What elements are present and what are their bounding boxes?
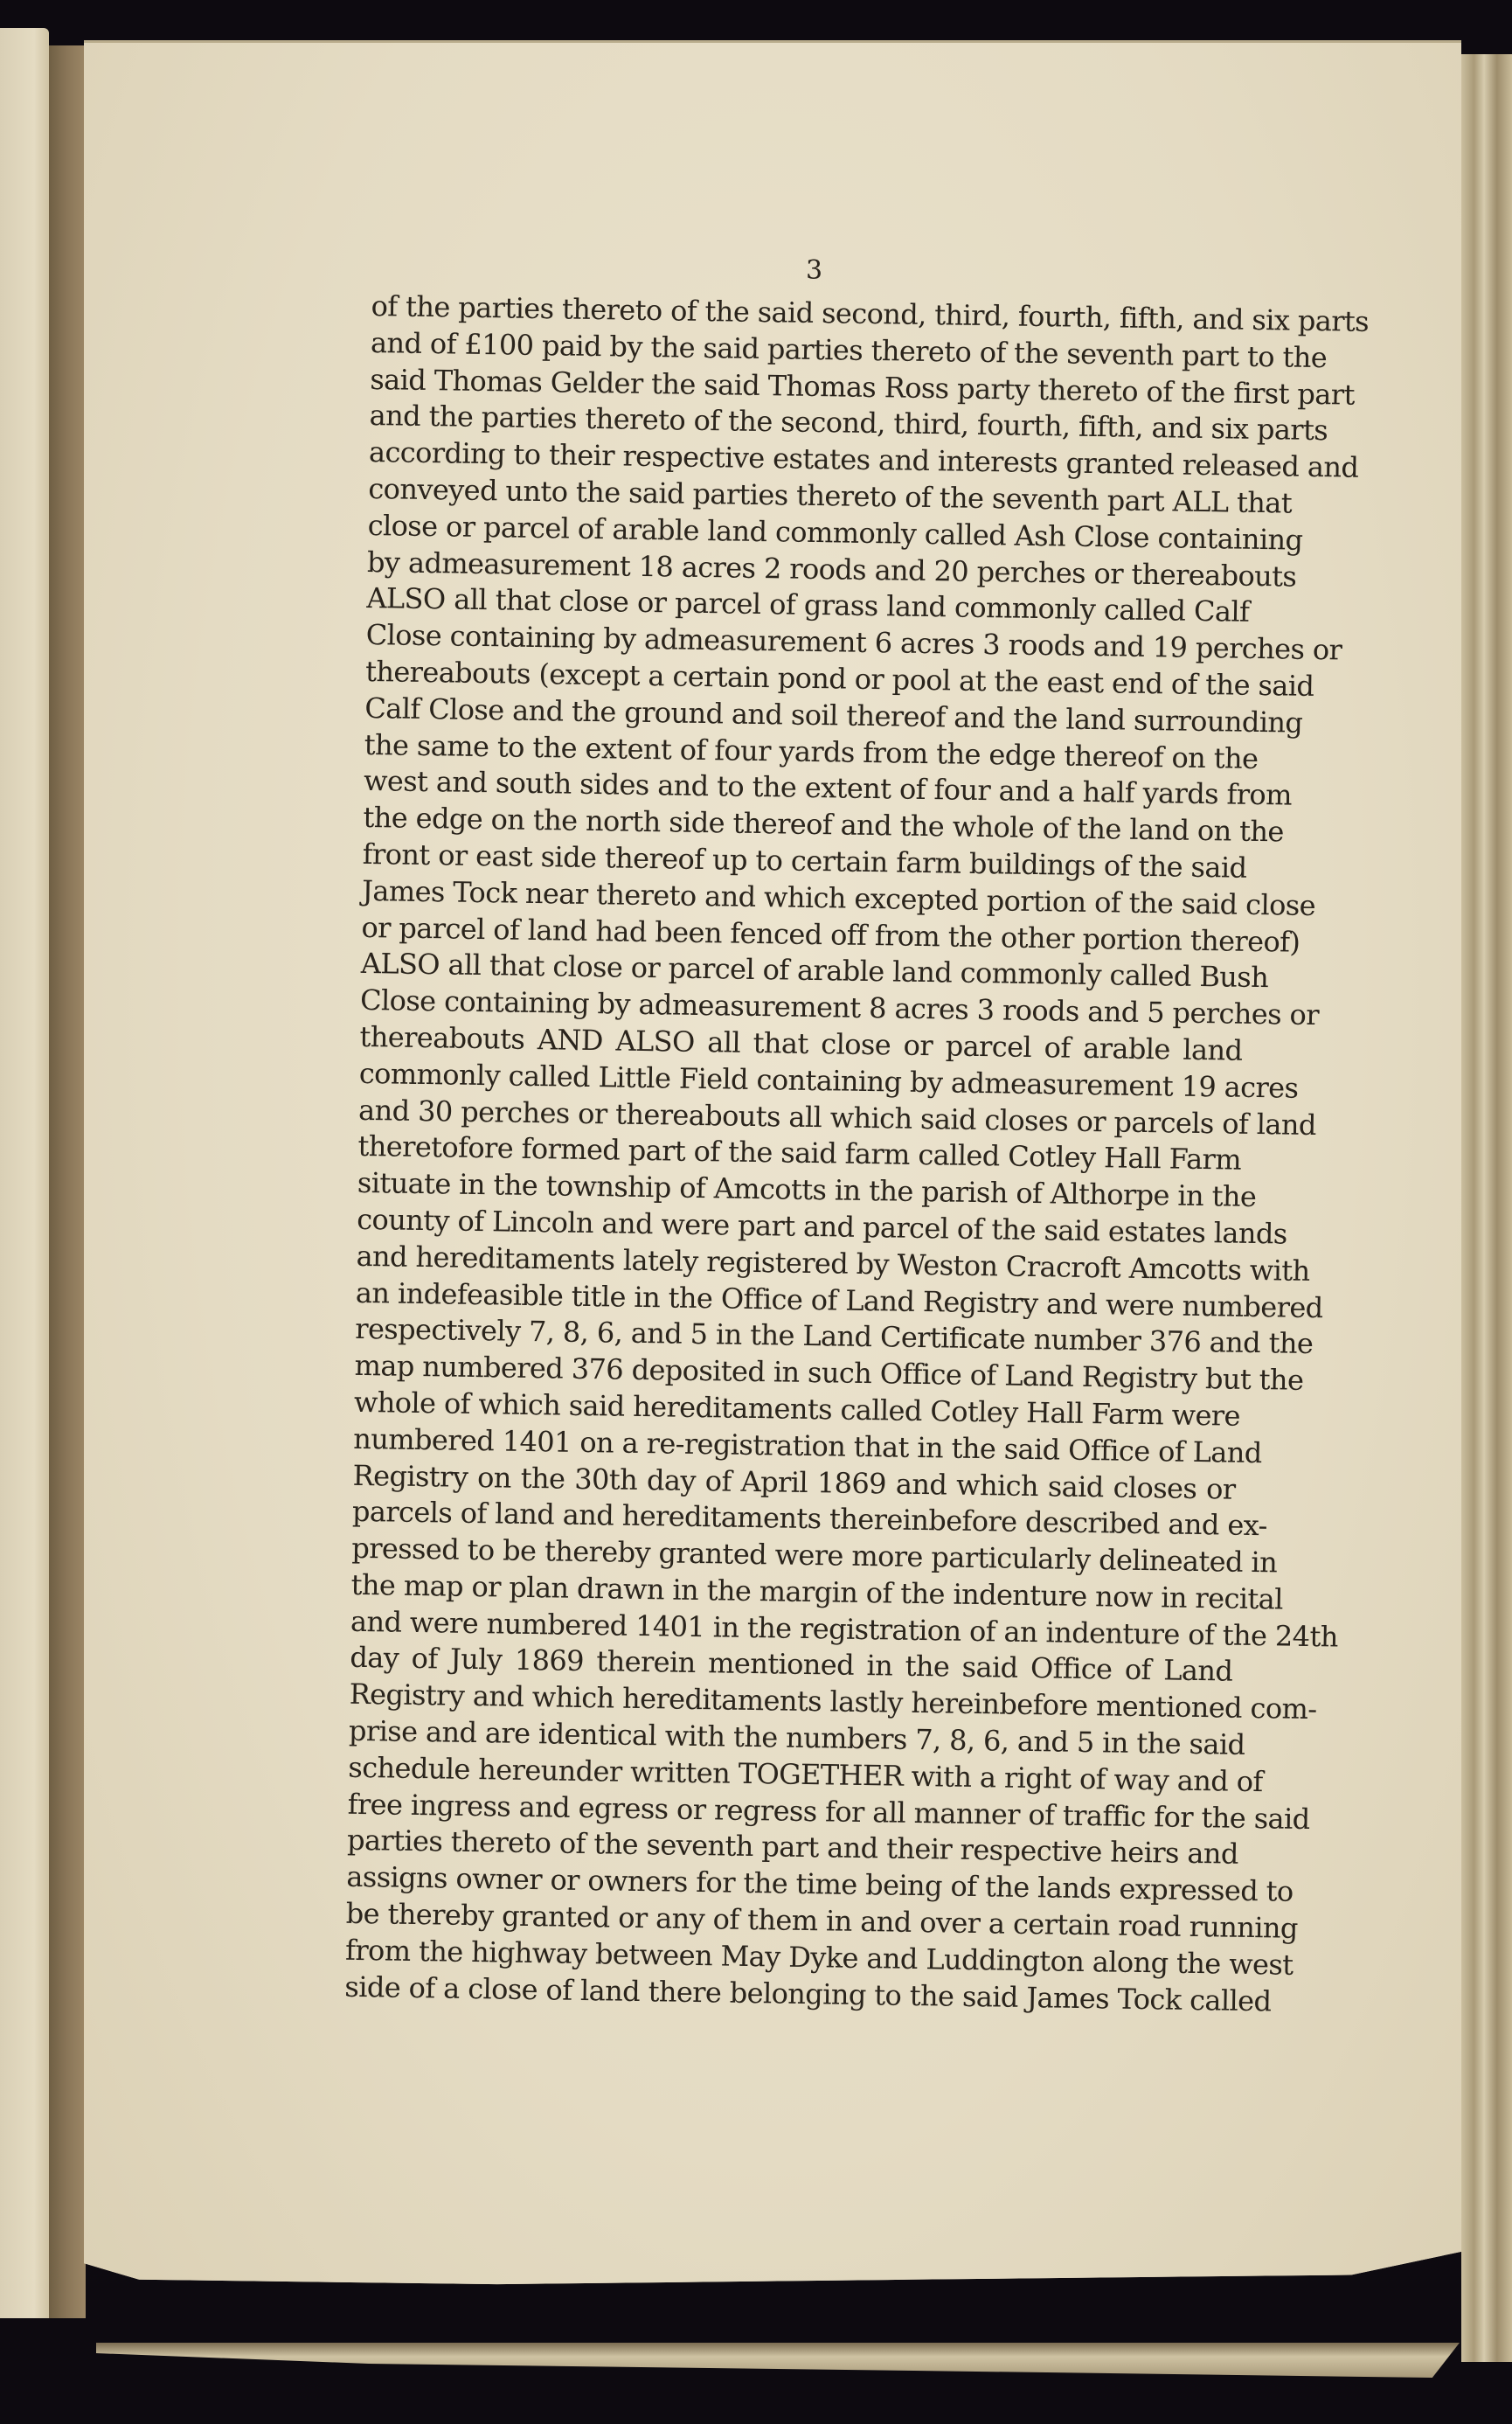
text-line: and hereditaments lately registered by Weston Cracroft Amcotts with: [356, 1239, 1310, 1288]
text-line: numbered 1401 on a re-registration that in the said Office of Land: [353, 1421, 1262, 1469]
text-line: ALSO all that close or parcel of grass land commonly called Calf: [366, 581, 1250, 629]
text-line: according to their respective estates and interests granted released and: [368, 435, 1359, 484]
text-line: schedule hereunder written TOGETHER with a right of way and of: [348, 1750, 1263, 1799]
text-line: thereabouts AND ALSO all that close or parcel of arable land: [359, 1019, 1243, 1067]
text-line: map numbered 376 deposited in such Office of Land Registry but the: [354, 1348, 1304, 1398]
text-line: the map or plan drawn in the margin of the indenture now in recital: [350, 1567, 1284, 1616]
text-line: Calf Close and the ground and soil thereof and the land surrounding: [364, 691, 1303, 740]
text-line: day of July 1869 therein mentioned in the said Office of Land: [350, 1641, 1233, 1689]
text-line: James Tock near thereto and which excepted portion of the said close: [361, 873, 1316, 922]
text-line: commonly called Little Field containing by admeasurement 19 acres: [358, 1056, 1299, 1105]
text-line: prise and are identical with the numbers 7, 8, 6, and 5 in the said: [348, 1713, 1245, 1761]
text-line: side of a close of land there belonging to the said James Tock called: [344, 1969, 1272, 2018]
text-line: close or parcel of arable land commonly called Ash Close containing: [367, 508, 1303, 557]
text-line: theretofore formed part of the said farm called Cotley Hall Farm: [357, 1129, 1242, 1177]
text-line: an indefeasible title in the Office of Land Registry and were numbered: [355, 1275, 1323, 1324]
text-line: and 30 perches or thereabouts all which said closes or parcels of land: [357, 1093, 1317, 1142]
text-line: the same to the extent of four yards from the edge thereof on the: [364, 727, 1259, 775]
text-line: respectively 7, 8, 6, and 5 in the Land Certificate number 376 and the: [355, 1312, 1314, 1361]
text-line: and were numbered 1401 in the registration of an indenture of the 24th: [350, 1604, 1339, 1654]
facing-page-edge: [0, 28, 49, 2318]
page-stack-bottom-edge: [96, 2343, 1460, 2378]
text-line: Close containing by admeasurement 8 acres 3 roods and 5 perches or: [359, 983, 1320, 1032]
text-line: front or east side thereof up to certain farm buildings of the said: [362, 837, 1247, 885]
text-line: county of Lincoln and were part and parcel of the said estates lands: [356, 1202, 1287, 1251]
text-line: situate in the township of Amcotts in the parish of Althorpe in the: [357, 1166, 1257, 1214]
text-line: pressed to be thereby granted were more particularly delineated in: [351, 1531, 1278, 1580]
text-line: parties thereto of the seventh part and their respective heirs and: [346, 1823, 1239, 1872]
text-line: west and south sides and to the extent of four and a half yards from: [363, 764, 1293, 812]
text-line: of the parties thereto of the said second, third, fourth, fifth, and six parts: [371, 288, 1370, 338]
text-line: free ingress and egress or regress for all manner of traffic for the said: [347, 1787, 1310, 1836]
text-line: Registry on the 30th day of April 1869 and which said closes or: [352, 1458, 1236, 1506]
text-line: from the highway between May Dyke and Luddington along the west: [344, 1933, 1294, 1982]
text-line: conveyed unto the said parties thereto of the seventh part ALL that: [368, 471, 1293, 520]
text-line: and of £100 paid by the said parties thereto of the seventh part to the: [370, 325, 1328, 374]
text-line: be thereby granted or any of them in and over a certain road running: [345, 1896, 1299, 1945]
text-line: ALSO all that close or parcel of arable land commonly called Bush: [360, 947, 1269, 995]
text-line: whole of which said hereditaments called Cotley Hall Farm were: [353, 1385, 1241, 1433]
text-line: or parcel of land had been fenced off from the other portion thereof): [361, 910, 1300, 959]
text-line: said Thomas Gelder the said Thomas Ross party thereto of the first part: [370, 362, 1356, 412]
text-line: by admeasurement 18 acres 2 roods and 20 perches or thereabouts: [366, 545, 1297, 594]
body-text: [344, 288, 1370, 2019]
text-line: and the parties thereto of the second, third, fourth, fifth, and six parts: [369, 399, 1328, 448]
text-line: assigns owner or owners for the time being of the lands expressed to: [346, 1860, 1294, 1909]
text-line: the edge on the north side thereof and the whole of the land on the: [363, 801, 1285, 849]
page-number: 3: [806, 255, 823, 286]
text-line: Registry and which hereditaments lastly hereinbefore mentioned com-: [349, 1677, 1317, 1726]
text-line: Close containing by admeasurement 6 acres 3 roods and 19 perches or: [365, 618, 1342, 667]
text-line: parcels of land and hereditaments thereinbefore described and ex-: [351, 1495, 1268, 1543]
text-line: thereabouts (except a certain pond or pool at the east end of the said: [364, 654, 1314, 703]
book-gutter-shadow: [49, 45, 86, 2318]
page-stack-right-edge: [1461, 54, 1512, 2362]
